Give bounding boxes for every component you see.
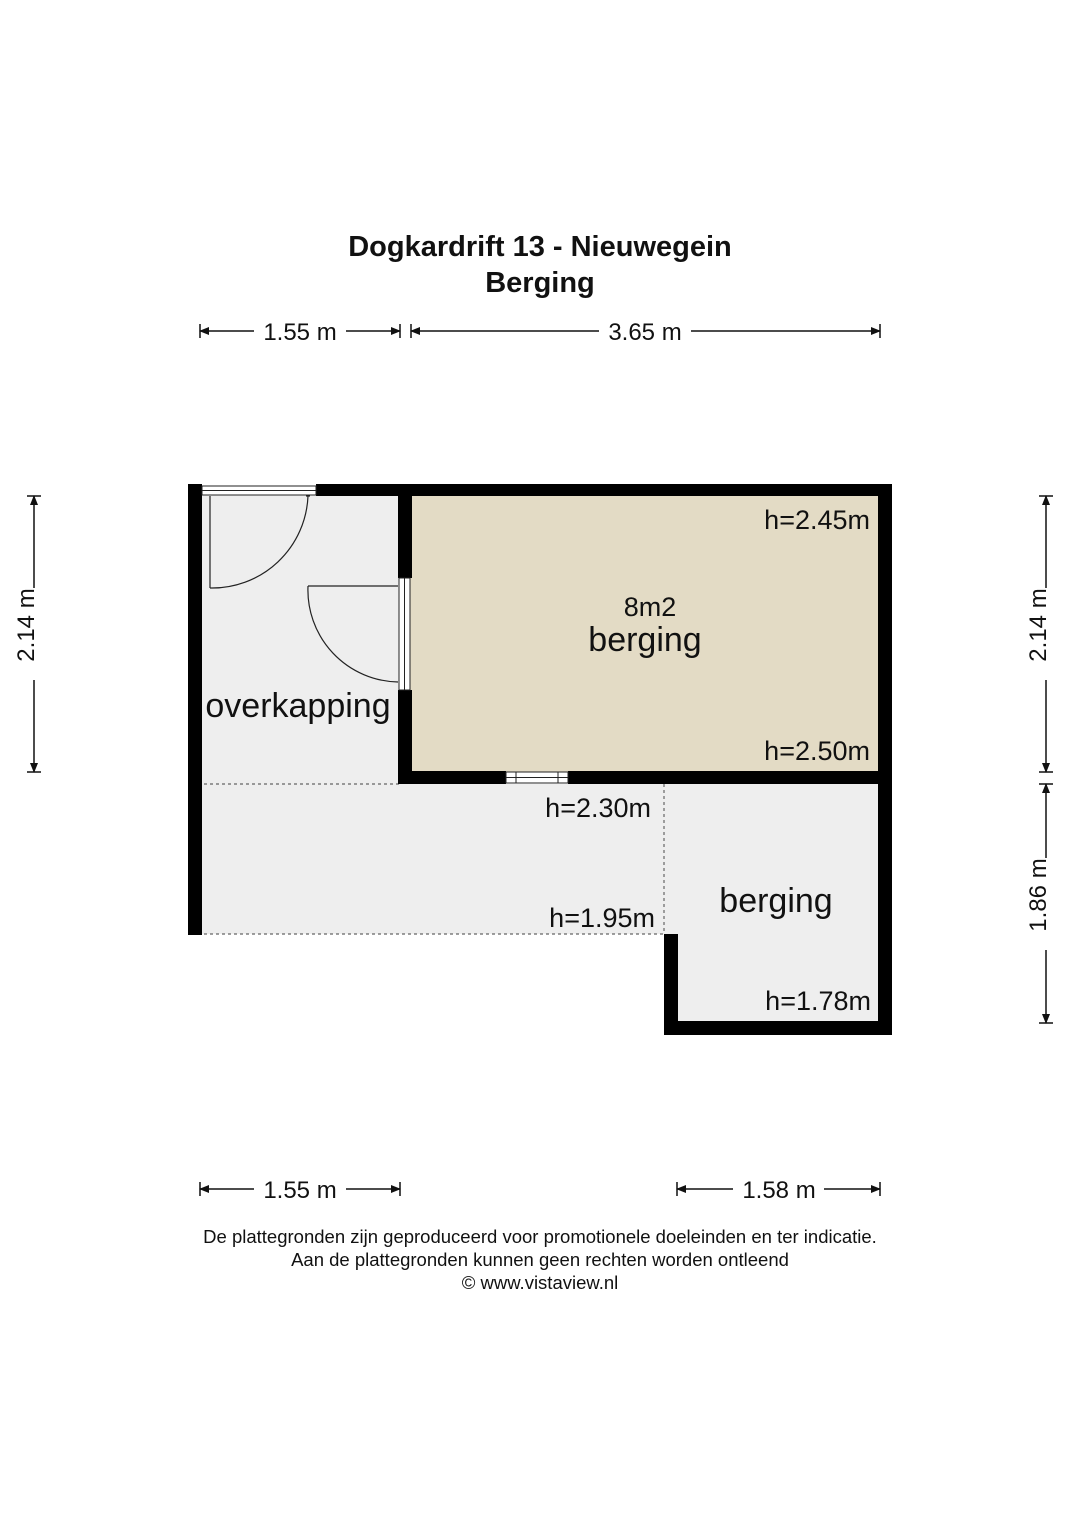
dim-right-bottom: 1.86 m xyxy=(1025,858,1052,932)
height-berging-main-top: h=2.45m xyxy=(764,505,870,535)
room-area-berging-main: 8m2 xyxy=(623,592,677,622)
height-annex-bottom: h=1.95m xyxy=(549,903,655,933)
wall-right xyxy=(878,484,892,1035)
disclaimer-line-1: De plattegronden zijn geproduceerd voor promotionele doeleinden en ter indicatie. xyxy=(203,1226,877,1247)
plan-subtitle: Berging xyxy=(485,267,595,299)
wall-bottom xyxy=(664,1021,892,1035)
dim-right-top: 2.14 m xyxy=(1025,588,1052,662)
floor-overkapping xyxy=(196,492,402,784)
dim-top-right: 3.65 m xyxy=(608,319,682,346)
plan-title: Dogkardrift 13 - Nieuwegein xyxy=(348,231,732,263)
height-berging-main-bottom: h=2.50m xyxy=(764,736,870,766)
height-berging-small: h=1.78m xyxy=(765,986,871,1016)
height-annex-top: h=2.30m xyxy=(545,793,651,823)
dim-left: 2.14 m xyxy=(13,588,40,662)
room-label-overkapping: overkapping xyxy=(205,687,391,725)
wall-inner-bottom-left xyxy=(398,771,506,784)
disclaimer-line-2: Aan de plattegronden kunnen geen rechten worden ontleend xyxy=(291,1249,789,1270)
room-label-berging-main: berging xyxy=(588,621,702,659)
dim-top-left: 1.55 m xyxy=(263,319,337,346)
wall-inner-left-lower xyxy=(398,690,412,784)
wall-inner-bottom-right xyxy=(568,771,892,784)
copyright-link[interactable]: © www.vistaview.nl xyxy=(461,1272,619,1293)
wall-left xyxy=(188,484,202,935)
wall-inner-left-upper xyxy=(398,494,412,578)
dim-bottom-left: 1.55 m xyxy=(263,1177,337,1204)
room-label-berging-small: berging xyxy=(719,882,833,920)
wall-small-left xyxy=(664,934,678,1035)
dim-bottom-right: 1.58 m xyxy=(742,1177,816,1204)
wall-top-left xyxy=(188,484,202,496)
